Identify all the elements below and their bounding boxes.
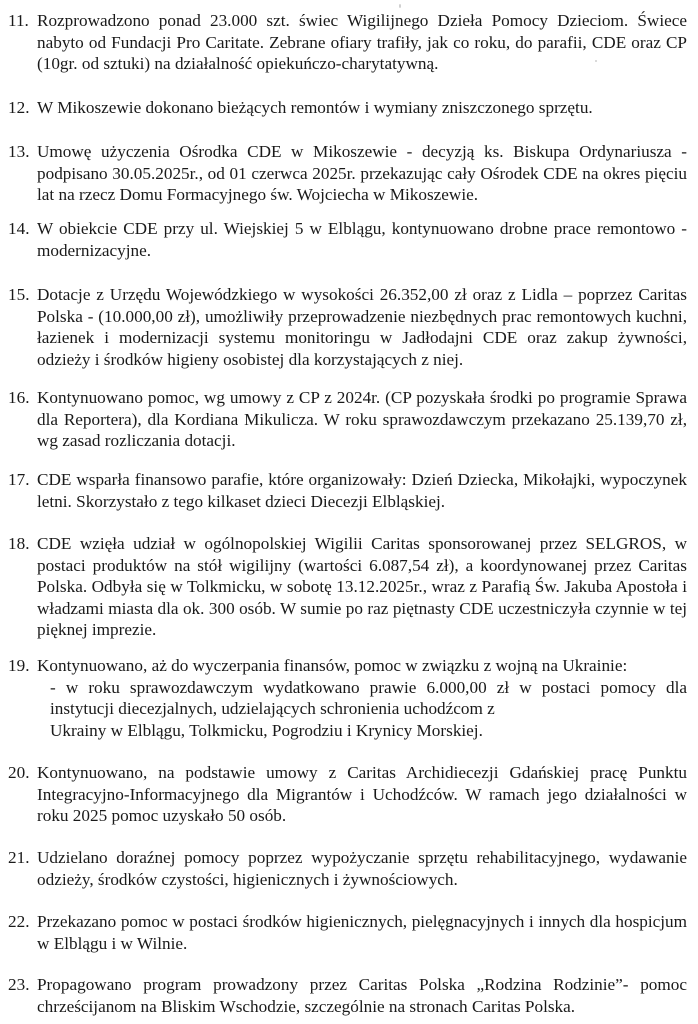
list-item-13 bbox=[8, 141, 687, 206]
list-item-14 bbox=[8, 218, 687, 261]
item-text: Udzielano doraźnej pomocy poprzez wypożyczanie sprzętu rehabilitacyjnego, wydawanie odzieży, środków czystości, higienicznych i żywnościowych. bbox=[37, 848, 687, 889]
item-text: CDE wsparła finansowo parafie, które organizowały: Dzień Dziecka, Mikołajki, wypoczynek letni. Skorzystało z tego kilkaset dzieci Diecezji Elbląskiej. bbox=[37, 470, 687, 511]
list-item-19 bbox=[8, 655, 687, 741]
item-number: 17. bbox=[8, 470, 30, 489]
item-text: Dotacje z Urzędu Wojewódzkiego w wysokości 26.352,00 zł oraz z Lidla – poprzez Caritas Polska - (10.000,00 zł), umożliwiły przeprowadzenie niezbędnych prac remontowych kuchni, łazienek i modernizacji systemu monitoringu w Jadłodajni CDE oraz zakup żywności, odzieży i środków higieny osobistej dla korzystających z niej. bbox=[37, 285, 687, 369]
scan-speck bbox=[595, 60, 597, 62]
item-sub-line: - w roku sprawozdawczym wydatkowano prawie 6.000,00 zł w postaci pomocy dla bbox=[50, 677, 687, 697]
item-number: 20. bbox=[8, 763, 30, 782]
item-text: Propagowano program prowadzony przez Caritas Polska „Rodzina Rodzinie”- pomoc chrześcijanom na Bliskim Wschodzie, szczególnie na stronach Caritas Polska. bbox=[37, 975, 687, 1016]
list-item-15 bbox=[8, 284, 687, 370]
item-lead-line: Kontynuowano, aż do wyczerpania finansów, pomoc w związku z wojną na Ukrainie: bbox=[37, 656, 628, 675]
item-text: Kontynuowano, na podstawie umowy z Caritas Archidiecezji Gdańskiej pracę Punktu Integracyjno-Informacyjnego dla Migrantów i Uchodźców. W ramach jego działalności w roku 2025 pomoc uzyskało 50 osób. bbox=[37, 763, 687, 826]
item-number: 13. bbox=[8, 142, 30, 161]
list-item-23 bbox=[8, 974, 687, 1017]
list-item-21 bbox=[8, 847, 687, 890]
item-text: W obiekcie CDE przy ul. Wiejskiej 5 w Elblągu, kontynuowano drobne prace remontowo - modernizacyjne. bbox=[37, 219, 687, 260]
item-text: Kontynuowano pomoc, wg umowy z CP z 2024r. (CP pozyskała środki po programie Sprawa dla Reportera), dla Kordiana Mikulicza. W roku sprawozdawczym przekazano 25.139,70 zł, wg zasad rozliczania dotacji. bbox=[37, 388, 687, 451]
list-item-12 bbox=[8, 97, 687, 119]
scan-speck bbox=[399, 4, 401, 8]
item-number: 14. bbox=[8, 219, 30, 238]
list-item-22 bbox=[8, 911, 687, 954]
list-item-16 bbox=[8, 387, 687, 452]
item-text: Rozprowadzono ponad 23.000 szt. świec Wigilijnego Dzieła Pomocy Dzieciom. Świece nabyto od Fundacji Pro Caritate. Zebrane ofiary trafiły, jak co roku, do parafii, CDE oraz CP (10gr. od sztuki) na działalność opiekuńczo-charytatywną. bbox=[37, 11, 687, 74]
item-number: 12. bbox=[8, 98, 30, 117]
list-item-17 bbox=[8, 469, 687, 512]
list-item-20 bbox=[8, 762, 687, 827]
item-number: 22. bbox=[8, 912, 30, 931]
item-number: 23. bbox=[8, 975, 30, 994]
item-text bbox=[37, 655, 687, 741]
list-item-18 bbox=[8, 533, 687, 641]
item-number: 11. bbox=[8, 11, 29, 30]
item-text: Przekazano pomoc w postaci środków higienicznych, pielęgnacyjnych i innych dla hospicjum w Elblągu i w Wilnie. bbox=[37, 912, 687, 953]
item-number: 15. bbox=[8, 285, 30, 304]
item-number: 18. bbox=[8, 534, 30, 553]
item-number: 21. bbox=[8, 848, 30, 867]
item-text: W Mikoszewie dokonano bieżących remontów i wymiany zniszczonego sprzętu. bbox=[37, 98, 593, 117]
item-text: CDE wzięła udział w ogólnopolskiej Wigilii Caritas sponsorowanej przez SELGROS, w postaci produktów na stół wigilijny (wartości 6.087,54 zł), a koordynowanej przez Caritas Polska. Odbyła się w Tolkmicku, w sobotę 13.12.2025r., wraz z Parafią Św. Jakuba Apostoła i władzami miasta dla ok. 300 osób. W sumie po raz piętnasty CDE uczestniczyła czynnie w tej pięknej imprezie. bbox=[37, 534, 687, 640]
item-sub-line: Ukrainy w Elblągu, Tolkmicku, Pogrodziu i Krynicy Morskiej. bbox=[50, 720, 483, 740]
item-number: 16. bbox=[8, 388, 30, 407]
item-number: 19. bbox=[8, 656, 30, 675]
item-text: Umowę użyczenia Ośrodka CDE w Mikoszewie - decyzją ks. Biskupa Ordynariusza - podpisano 30.05.2025r., od 01 czerwca 2025r. przekazując cały Ośrodek CDE na okres pięciu lat na rzecz Domu Formacyjnego św. Wojciecha w Mikoszewie. bbox=[37, 142, 687, 205]
item-sub-line: instytucji diecezjalnych, udzielających schronienia uchodźcom z bbox=[50, 699, 495, 719]
list-item-11 bbox=[8, 10, 687, 75]
